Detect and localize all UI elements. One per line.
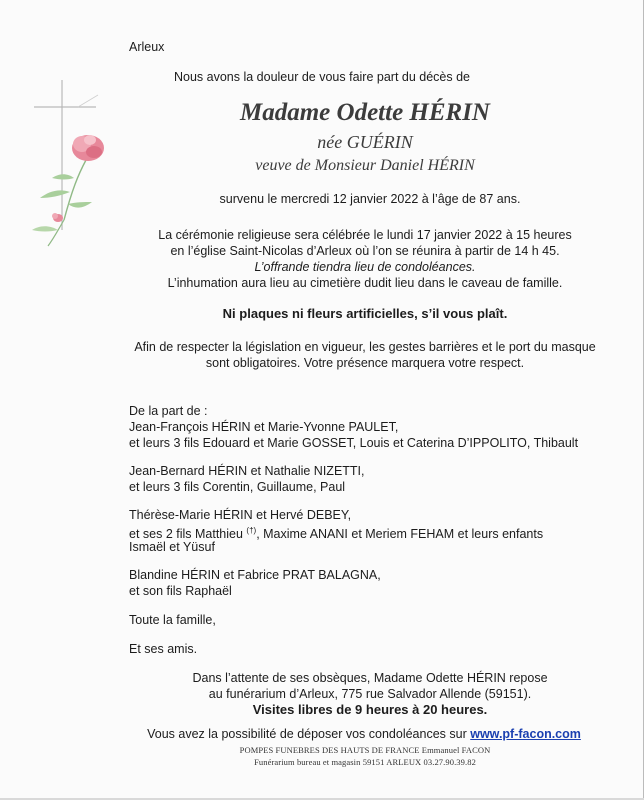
ceremony-line-4: L’inhumation aura lieu au cimetière dudit lieu dans le caveau de famille.: [167, 276, 563, 290]
ceremony-line-1: La cérémonie religieuse sera célébrée le lundi 17 janvier 2022 à 15 heures: [158, 228, 572, 242]
footer-line-2: Funérarium bureau et magasin 59151 ARLEUX 03.27.90.39.82: [254, 757, 476, 767]
covid-line-2: sont obligatoires. Votre présence marquera votre respect.: [205, 356, 525, 370]
all-family: Toute la famille,: [129, 613, 216, 627]
widow-of: veuve de Monsieur Daniel HÉRIN: [255, 157, 475, 174]
condolences-text: Vous avez la possibilité de déposer vos condoléances sur: [147, 727, 471, 741]
rest-line-2: au funérarium d’Arleux, 775 rue Salvador Allende (59151).: [208, 687, 532, 701]
family-group-2-line-1: Jean-Bernard HÉRIN et Nathalie NIZETTI,: [129, 464, 365, 478]
no-flowers-notice: Ni plaques ni fleurs artificielles, s’il vous plaît.: [222, 306, 508, 321]
intro-text: Nous avons la douleur de vous faire part du décès de: [173, 70, 471, 84]
ceremony-line-3: L’offrande tiendra lieu de condoléances.: [254, 260, 476, 274]
family-group-3-line-2a: et ses 2 fils Matthieu: [129, 527, 247, 542]
deceased-name: Madame Odette HÉRIN: [240, 99, 490, 126]
visiting-hours: Visites libres de 9 heures à 20 heures.: [252, 702, 488, 717]
rest-line-1: Dans l’attente de ses obsèques, Madame Odette HÉRIN repose: [192, 671, 548, 685]
maiden-name: née GUÉRIN: [317, 132, 413, 152]
family-from: De la part de :: [129, 404, 208, 418]
family-group-2-line-2: et leurs 3 fils Corentin, Guillaume, Paul: [129, 480, 346, 494]
covid-line-1: Afin de respecter la législation en vigueur, les gestes barrières et le port du masque: [134, 340, 596, 354]
friends: Et ses amis.: [129, 642, 198, 656]
family-group-1-line-2: et leurs 3 fils Edouard et Marie GOSSET, Louis et Caterina D’IPPOLITO, Thibault: [129, 436, 579, 450]
ceremony-line-2: en l’église Saint-Nicolas d’Arleux où l’on se réunira à partir de 14 h 45.: [170, 244, 560, 258]
condolences-link[interactable]: www.pf-facon.com: [470, 727, 581, 741]
family-group-3-line-2b: , Maxime ANANI et Meriem FEHAM et leurs enfants: [256, 527, 544, 542]
family-group-3-line-3: Ismaël et Yüsuf: [129, 540, 215, 554]
family-group-3-line-1: Thérèse-Marie HÉRIN et Hervé DEBEY,: [129, 508, 352, 522]
family-group-4-line-2: et son fils Raphaël: [129, 584, 232, 598]
deceased-mark: (†): [246, 526, 257, 535]
death-date: survenu le mercredi 12 janvier 2022 à l’âge de 87 ans.: [219, 192, 521, 206]
footer-line-1: POMPES FUNEBRES DES HAUTS DE FRANCE Emmanuel FACON: [239, 745, 491, 755]
family-group-4-line-1: Blandine HÉRIN et Fabrice PRAT BALAGNA,: [129, 568, 381, 582]
location-label: Arleux: [129, 40, 165, 54]
family-group-1-line-1: Jean-François HÉRIN et Marie-Yvonne PAULET,: [129, 420, 399, 434]
condolences-line: [0, 726, 644, 742]
